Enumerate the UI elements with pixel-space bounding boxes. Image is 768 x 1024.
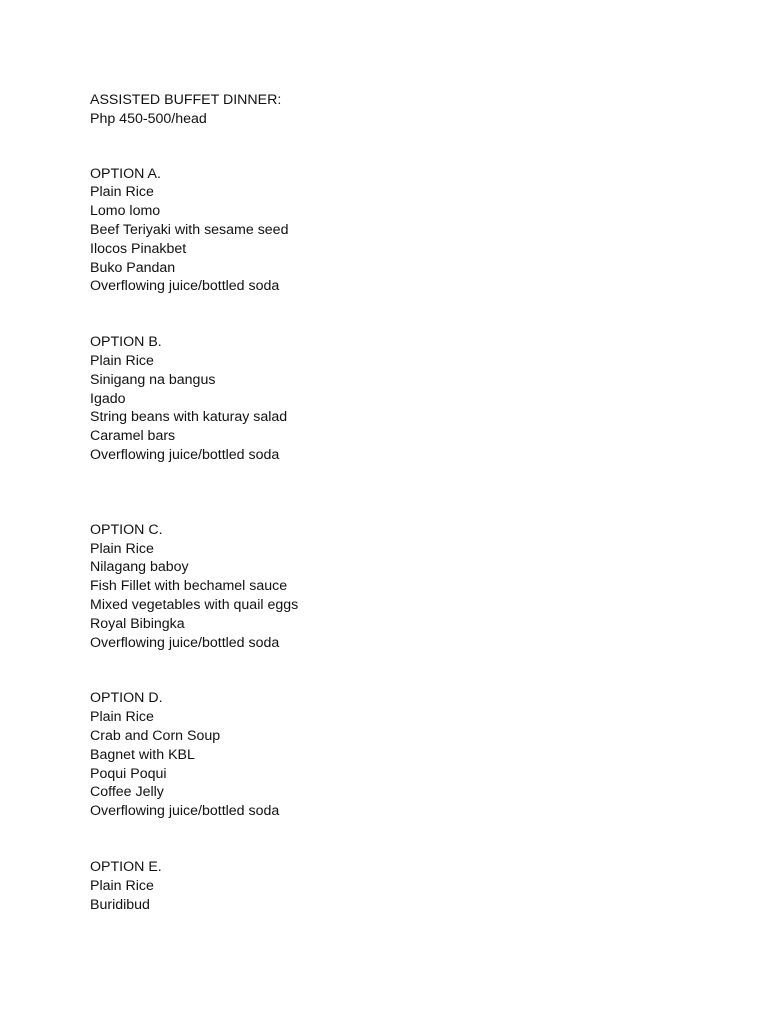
menu-item: Royal Bibingka	[90, 615, 185, 632]
menu-header	[90, 91, 690, 129]
menu-item: Caramel bars	[90, 428, 176, 445]
menu-item: Buridibud	[90, 896, 150, 913]
option-a	[90, 165, 690, 297]
menu-item: Lomo lomo	[90, 203, 161, 220]
option-label: OPTION D.	[90, 690, 163, 707]
option-label: OPTION A.	[90, 165, 161, 182]
option-d	[90, 689, 690, 821]
option-label: OPTION E.	[90, 858, 162, 875]
menu-item: Overflowing juice/bottled soda	[90, 278, 280, 295]
menu-content	[90, 91, 690, 914]
menu-price: Php 450-500/head	[90, 110, 207, 127]
option-c	[90, 521, 690, 653]
menu-item: Fish Fillet with bechamel sauce	[90, 578, 288, 595]
menu-item: Poqui Poqui	[90, 765, 167, 782]
menu-item: Plain Rice	[90, 540, 154, 557]
menu-item: Overflowing juice/bottled soda	[90, 446, 280, 463]
menu-item: Overflowing juice/bottled soda	[90, 803, 280, 820]
menu-item: Overflowing juice/bottled soda	[90, 634, 280, 651]
option-label: OPTION B.	[90, 334, 162, 351]
menu-item: Plain Rice	[90, 352, 154, 369]
menu-item: Mixed vegetables with quail eggs	[90, 596, 299, 613]
menu-item: Plain Rice	[90, 184, 154, 201]
menu-item: Ilocos Pinakbet	[90, 240, 187, 257]
menu-item: Bagnet with KBL	[90, 746, 195, 763]
option-label: OPTION C.	[90, 521, 163, 538]
menu-item: Igado	[90, 390, 126, 407]
menu-item: Plain Rice	[90, 877, 154, 894]
menu-title: ASSISTED BUFFET DINNER:	[90, 92, 282, 108]
menu-item: Buko Pandan	[90, 259, 176, 276]
menu-item: Sinigang na bangus	[90, 371, 216, 388]
menu-item: String beans with katuray salad	[90, 409, 288, 426]
menu-item: Beef Teriyaki with sesame seed	[90, 221, 289, 238]
option-b	[90, 333, 690, 465]
menu-item: Coffee Jelly	[90, 784, 164, 801]
option-e	[90, 858, 690, 914]
menu-item: Nilagang baboy	[90, 559, 189, 576]
menu-item: Plain Rice	[90, 709, 154, 726]
menu-item: Crab and Corn Soup	[90, 727, 221, 744]
